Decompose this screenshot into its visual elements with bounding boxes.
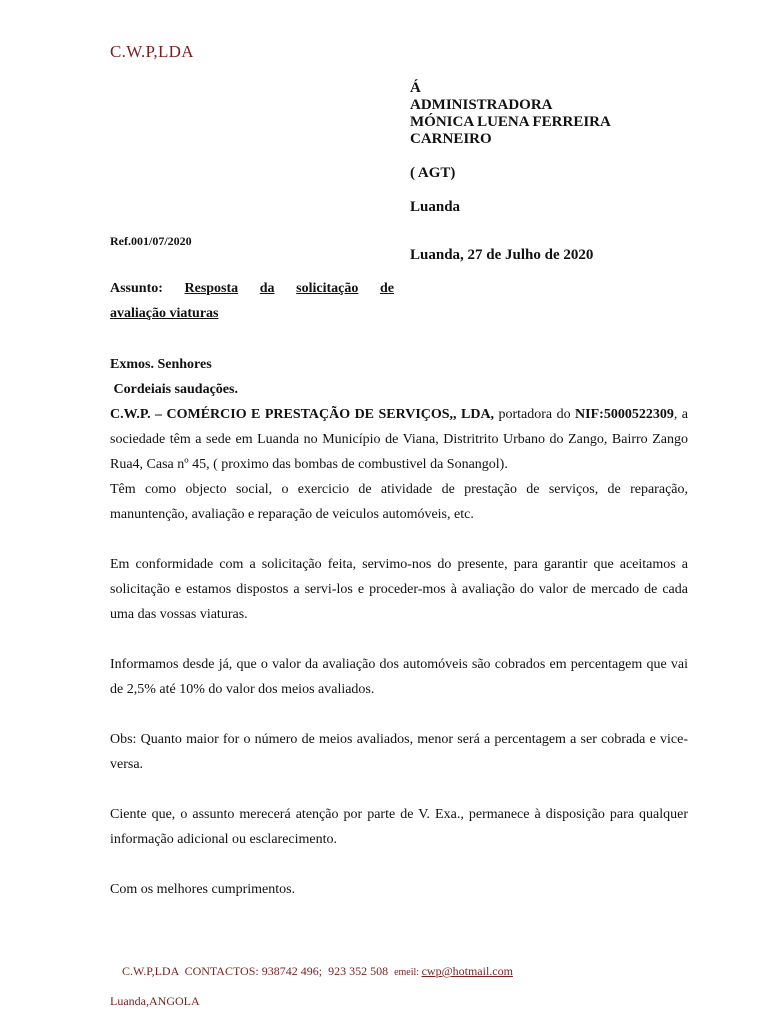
- recipient-surname: CARNEIRO: [410, 131, 492, 147]
- footer-location: Luanda,ANGOLA: [110, 994, 200, 1008]
- company-nif: NIF:5000522309: [575, 407, 674, 422]
- paragraph-company-intro: [110, 402, 688, 477]
- paragraph-availability: Ciente que, o assunto merecerá atenção por parte de V. Exa., permanece à disposição para qualquer informação adicional ou esclarecimento.: [110, 807, 688, 847]
- footer: [110, 950, 513, 1008]
- closing-line: Com os melhores cumprimentos.: [110, 882, 296, 897]
- company-legal-name: C.W.P. – COMÉRCIO E PRESTAÇÃO DE SERVIÇOS,, LDA,: [110, 407, 495, 422]
- paragraph-observation: Obs: Quanto maior for o número de meios avaliados, menor será a percentagem a ser cobrada e vice-versa.: [110, 732, 688, 772]
- subject-word-4: de: [379, 281, 394, 296]
- recipient-org: ( AGT): [410, 165, 456, 181]
- footer-email-label: emeil:: [394, 967, 422, 978]
- subject-line-2: avaliação viaturas: [110, 306, 219, 321]
- subject-label: Assunto:: [110, 281, 163, 296]
- recipient-block: [410, 80, 611, 216]
- letter-body: [110, 352, 688, 902]
- subject-word-2: da: [259, 281, 275, 296]
- greeting-line-2: Cordeiais saudações.: [110, 382, 238, 397]
- recipient-title: ADMINISTRADORA: [410, 97, 553, 113]
- subject-word-1: Resposta: [184, 281, 239, 296]
- letter-date: Luanda, 27 de Julho de 2020: [410, 247, 594, 263]
- footer-contacts: C.W.P,LDA CONTACTOS: 938742 496; 923 352 508: [122, 964, 395, 978]
- recipient-line-1: Á: [410, 80, 421, 96]
- paragraph-pricing: Informamos desde já, que o valor da avaliação dos automóveis são cobrados em percentagem que vai de 2,5% até 10% do valor dos meios avaliados.: [110, 657, 688, 697]
- paragraph-1-text-a: portadora do: [494, 407, 576, 422]
- subject-block: [110, 276, 394, 326]
- recipient-city: Luanda: [410, 199, 461, 215]
- reference-number: Ref.001/07/2020: [110, 234, 192, 248]
- recipient-name: MÓNICA LUENA FERREIRA: [410, 114, 611, 130]
- footer-email-link[interactable]: cwp@hotmail.com: [421, 964, 513, 978]
- subject-word-3: solicitação: [296, 281, 359, 296]
- paragraph-1-text-b: , a sociedade têm a sede em Luanda no Município de Viana, Distritrito Urbano do Zango, Bairro Zango Rua4, Casa nº 45, ( proximo das bombas de combustivel da Sonangol).: [110, 407, 688, 472]
- company-header: C.W.P,LDA: [110, 42, 194, 61]
- paragraph-activity: Têm como objecto social, o exercicio de atividade de prestação de serviços, de reparação, manuntenção, avaliação e reparação de veiculos automóveis, etc.: [110, 482, 688, 522]
- paragraph-conformity: Em conformidade com a solicitação feita, servimo-nos do presente, para garantir que aceitamos a solicitação e estamos dispostos a servi-los e proceder-mos à avaliação do valor de mercado de cada uma das vossas viaturas.: [110, 557, 688, 622]
- greeting-line-1: Exmos. Senhores: [110, 357, 212, 372]
